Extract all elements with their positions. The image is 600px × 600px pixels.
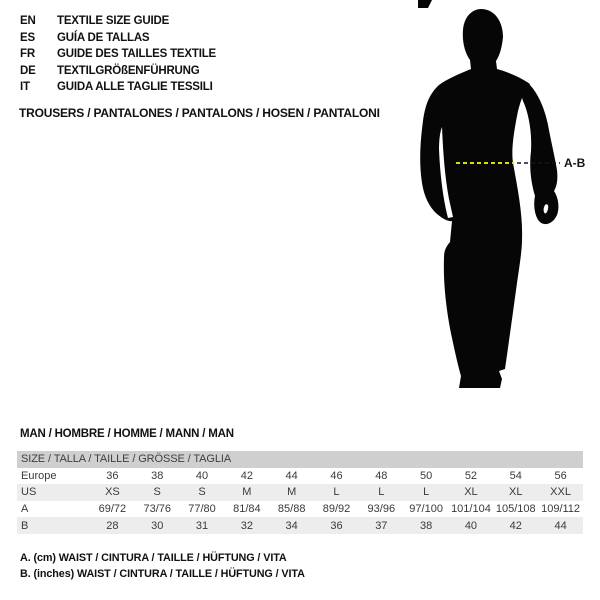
table-cell: 105/108 [495, 503, 536, 516]
table-cell: 42 [509, 519, 522, 532]
table-cell: XL [509, 486, 523, 499]
table-cell: 42 [240, 469, 253, 482]
table-cell: S [198, 486, 206, 499]
language-label: TEXTILE SIZE GUIDE [57, 15, 170, 28]
table-cell: 34 [285, 519, 298, 532]
size-table [17, 451, 583, 534]
table-cell: 97/100 [409, 503, 443, 516]
table-cell: 52 [464, 469, 478, 482]
table-cell: 38 [420, 519, 433, 532]
table-cell: 109/112 [541, 503, 581, 516]
table-cell: 37 [375, 519, 388, 532]
table-cell: L [423, 486, 430, 499]
row-label: B [21, 519, 29, 532]
table-cell: M [242, 486, 252, 499]
table-cell: 44 [554, 519, 567, 532]
language-code: IT [20, 81, 30, 94]
language-label: TEXTILGRÖßENFÜHRUNG [57, 64, 200, 77]
table-cell: 69/72 [98, 503, 127, 516]
table-cell: 101/104 [451, 503, 491, 516]
man-right-arm [522, 82, 559, 224]
table-cell: 44 [285, 469, 298, 482]
table-cell: XXL [550, 486, 571, 499]
image-crop-artifact [418, 0, 432, 8]
section-heading-man: MAN / HOMBRE / HOMME / MANN / MAN [20, 428, 234, 440]
table-row-b-inches [17, 517, 583, 534]
row-label: US [21, 486, 37, 499]
table-cell: 40 [195, 469, 209, 482]
language-code: DE [20, 64, 36, 77]
language-label: GUIDA ALLE TAGLIE TESSILI [57, 81, 213, 94]
language-code: EN [20, 15, 36, 28]
table-cell: 31 [195, 519, 209, 532]
language-label: GUIDE DES TAILLES TEXTILE [57, 48, 216, 61]
man-silhouette [420, 9, 530, 388]
table-cell: 48 [375, 469, 388, 482]
table-cell: 30 [151, 519, 164, 532]
table-cell: 73/76 [143, 503, 171, 516]
table-cell: 89/92 [322, 503, 351, 516]
table-cell: 28 [106, 519, 119, 532]
table-cell: L [378, 486, 385, 499]
table-cell: 54 [509, 469, 522, 482]
table-cell: 36 [106, 469, 119, 482]
row-label: A [21, 503, 29, 516]
table-cell: 85/88 [277, 503, 306, 516]
table-cell: XS [105, 486, 120, 499]
footnote-b: B. (inches) WAIST / CINTURA / TAILLE / HÜFTUNG / VITA [20, 568, 305, 581]
table-row-us [17, 484, 583, 501]
table-header-row: SIZE / TALLA / TAILLE / GRÖSSE / TAGLIA [17, 451, 583, 468]
table-cell: 56 [554, 469, 567, 482]
table-cell: 50 [420, 469, 433, 482]
footnote-a: A. (cm) WAIST / CINTURA / TAILLE / HÜFTUNG / VITA [20, 552, 287, 564]
table-cell: 46 [330, 469, 343, 482]
row-label: Europe [21, 469, 57, 482]
measurement-footnotes [20, 550, 305, 583]
table-cell: XL [464, 486, 478, 499]
product-heading: TROUSERS / PANTALONES / PANTALONS / HOSEN / PANTALONI [19, 106, 380, 120]
language-label: GUÍA DE TALLAS [57, 31, 150, 44]
table-cell: 40 [464, 519, 478, 532]
table-row-europe [17, 468, 583, 485]
table-cell: 93/96 [367, 503, 396, 516]
table-cell: 38 [151, 469, 164, 482]
table-cell: 81/84 [233, 503, 261, 516]
language-code: FR [20, 48, 35, 61]
table-cell: 77/80 [188, 503, 216, 516]
measure-label: A-B [564, 156, 586, 170]
table-cell: L [333, 486, 340, 499]
table-cell: M [287, 486, 297, 499]
table-cell: S [153, 486, 161, 499]
table-cell: 32 [240, 519, 253, 532]
table-cell: 36 [330, 519, 343, 532]
table-row-a-cm [17, 501, 583, 518]
language-code: ES [20, 31, 35, 44]
